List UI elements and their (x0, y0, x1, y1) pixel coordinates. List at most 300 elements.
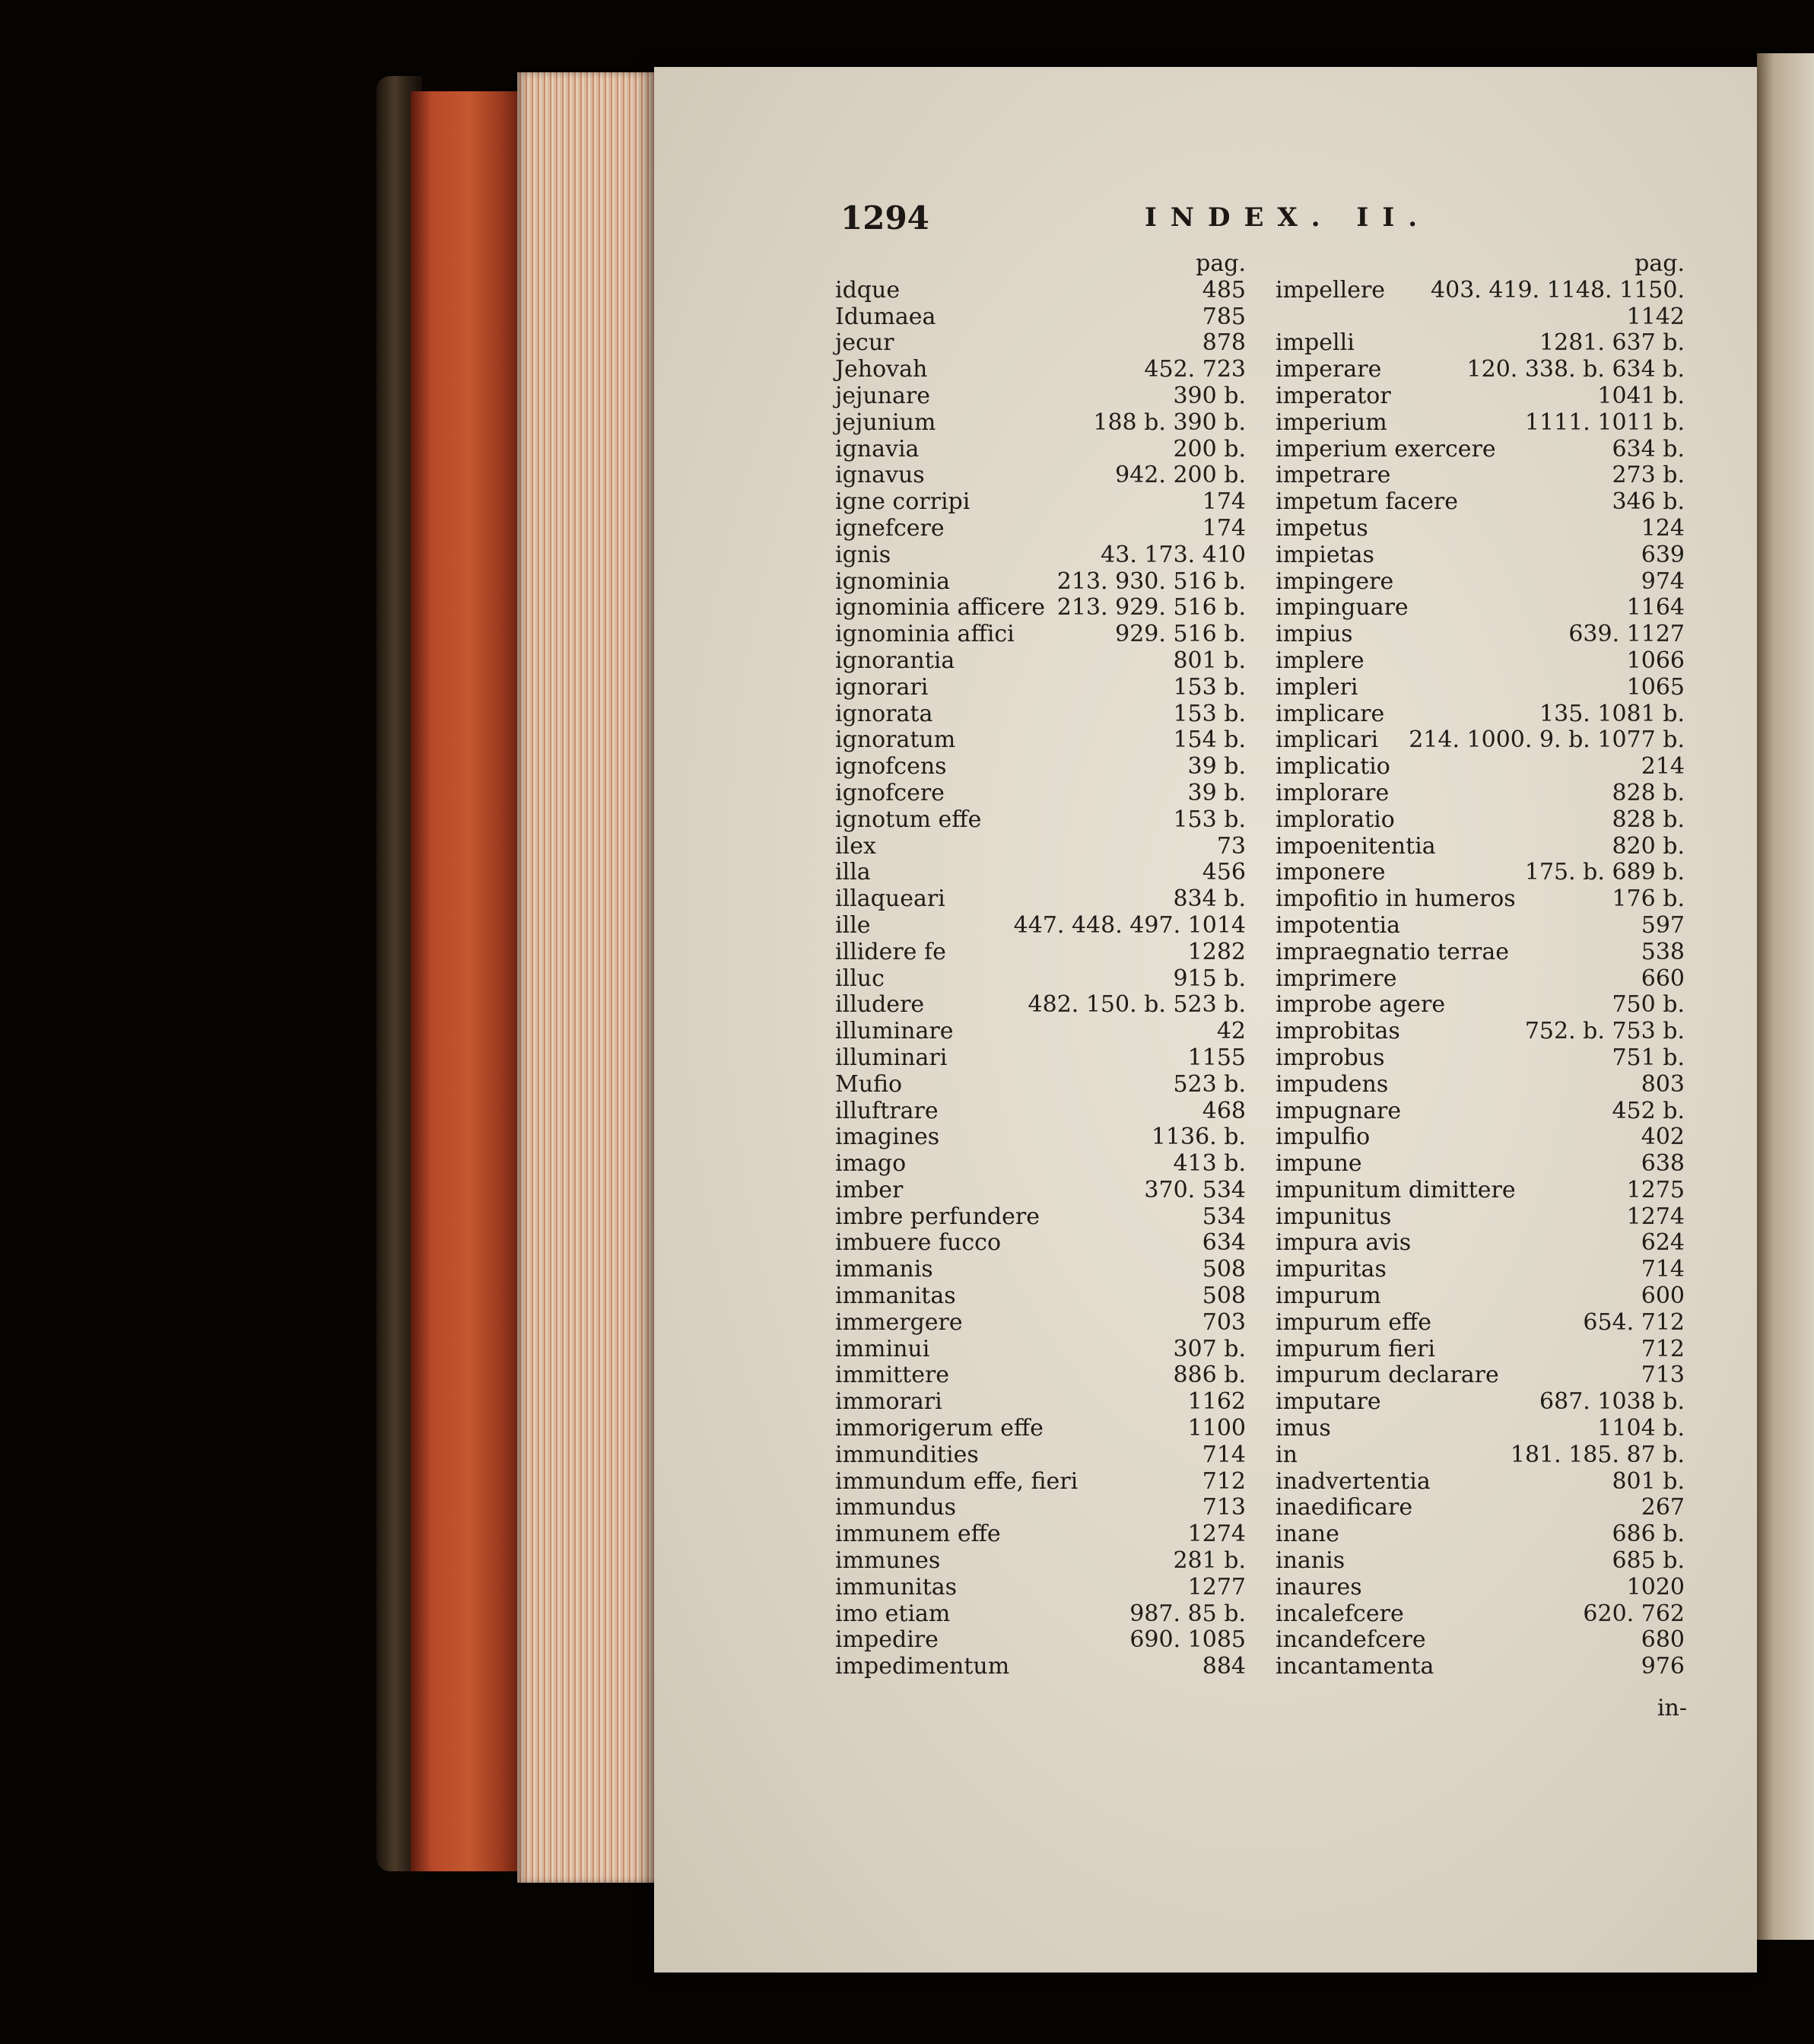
index-entry (835, 489, 1246, 516)
index-entry (835, 1098, 1246, 1125)
entry-term: imus (1276, 1415, 1331, 1442)
entry-pages: 834 b. (1173, 885, 1246, 913)
entry-term: impurum (1276, 1283, 1381, 1310)
index-entry (1276, 648, 1685, 675)
entry-term: improbitas (1276, 1018, 1400, 1045)
index-entry (835, 1310, 1246, 1337)
entry-pages: 1136. b. (1151, 1124, 1246, 1151)
entry-pages: 452 b. (1612, 1097, 1685, 1124)
entry-pages: 713 (1202, 1494, 1246, 1521)
index-column-left (835, 251, 1246, 1680)
entry-term: ignis (835, 541, 891, 568)
entry-term: impurum fieri (1276, 1335, 1435, 1362)
entry-term: impulfio (1276, 1124, 1371, 1151)
index-entry (1276, 1310, 1685, 1337)
index-entry (1276, 675, 1685, 701)
entry-pages: 508 (1202, 1283, 1246, 1310)
entry-pages: 124 (1641, 514, 1685, 542)
entry-term: impleri (1276, 673, 1358, 701)
entry-pages: 690. 1085 (1129, 1626, 1246, 1654)
entry-pages: 346 b. (1612, 488, 1685, 516)
index-entry (835, 1151, 1246, 1178)
index-entry (835, 886, 1246, 913)
index-entry (835, 807, 1246, 834)
index-entry (835, 1575, 1246, 1601)
entry-term: impelli (1276, 329, 1355, 357)
entry-pages: 1104 b. (1597, 1415, 1685, 1442)
index-entry (1276, 542, 1685, 569)
index-entry (1276, 304, 1685, 331)
index-entry (1276, 1230, 1685, 1257)
index-entry (835, 410, 1246, 437)
index-column-right (1276, 251, 1685, 1680)
entry-pages: 915 b. (1173, 965, 1246, 992)
entry-pages: 1282 (1187, 938, 1246, 965)
index-entry (1276, 595, 1685, 621)
entry-pages: 801 b. (1173, 647, 1246, 674)
entry-term: implorare (1276, 779, 1390, 806)
index-entry (835, 701, 1246, 728)
index-entry (1276, 1416, 1685, 1442)
index-entry (835, 542, 1246, 569)
entry-term: imminui (835, 1335, 930, 1362)
entry-term: immunitas (835, 1573, 958, 1601)
index-entry (835, 278, 1246, 304)
index-entry (835, 1548, 1246, 1575)
entry-term: illuminari (835, 1044, 948, 1071)
entry-term: ignotum effe (835, 806, 982, 833)
entry-term: ignofcere (835, 779, 945, 806)
page-title: INDEX. II. (1145, 202, 1431, 233)
index-entry (835, 1654, 1246, 1680)
index-entry (1276, 1204, 1685, 1231)
page-number: 1294 (840, 199, 929, 237)
entry-pages: 213. 929. 516 b. (1056, 594, 1246, 621)
entry-term: impraegnatio terrae (1276, 938, 1510, 965)
index-entry (1276, 807, 1685, 834)
index-entry (835, 437, 1246, 463)
entry-term: implere (1276, 647, 1364, 674)
entry-pages: 1100 (1187, 1415, 1246, 1442)
index-entry (1276, 780, 1685, 807)
entry-term: impofitio in humeros (1276, 885, 1516, 913)
index-entry (835, 780, 1246, 807)
entry-term: impuritas (1276, 1256, 1387, 1283)
index-entry (1276, 1495, 1685, 1521)
entry-term: ignominia (835, 567, 951, 595)
entry-pages: 43. 173. 410 (1101, 541, 1246, 568)
index-entry (1276, 754, 1685, 780)
entry-term: imagines (835, 1124, 940, 1151)
index-entry (835, 383, 1246, 410)
running-header (840, 199, 1685, 245)
index-entry (835, 1362, 1246, 1389)
entry-term: illidere fe (835, 938, 946, 965)
index-entry (835, 1230, 1246, 1257)
entry-pages: 482. 150. b. 523 b. (1028, 991, 1246, 1019)
entry-term: ignorari (835, 673, 929, 701)
entry-pages: 638 (1641, 1150, 1685, 1178)
index-entry (1276, 1627, 1685, 1654)
page-stack-edge (517, 72, 662, 1883)
catchword: in- (1657, 1695, 1687, 1721)
pag-label: pag. (1196, 250, 1246, 277)
entry-pages: 214. 1000. 9. b. 1077 b. (1409, 726, 1685, 754)
entry-pages: 73 (1216, 832, 1246, 860)
entry-pages: 654. 712 (1583, 1308, 1685, 1336)
index-entry (1276, 834, 1685, 860)
entry-pages: 1281. 637 b. (1539, 329, 1685, 357)
index-entry (1276, 1151, 1685, 1178)
index-entry (1276, 1337, 1685, 1363)
index-entry (835, 1442, 1246, 1469)
index-entry (835, 834, 1246, 860)
index-entry (1276, 357, 1685, 383)
entry-pages: 485 (1202, 276, 1246, 304)
entry-term: impudens (1276, 1070, 1389, 1098)
entry-term: impetum facere (1276, 488, 1458, 516)
entry-term: imperator (1276, 382, 1391, 409)
entry-term: impune (1276, 1150, 1362, 1178)
entry-term: imputare (1276, 1388, 1381, 1416)
entry-pages: 281 b. (1173, 1547, 1246, 1575)
entry-pages: 213. 930. 516 b. (1056, 567, 1246, 595)
entry-term: illudere (835, 991, 925, 1019)
entry-term: impura avis (1276, 1229, 1412, 1257)
entry-pages: 390 b. (1173, 382, 1246, 409)
entry-pages: 987. 85 b. (1129, 1600, 1246, 1627)
entry-term: inaures (1276, 1573, 1362, 1601)
entry-term: ilex (835, 832, 876, 860)
entry-term: igne corripi (835, 488, 971, 516)
entry-term: impotentia (1276, 911, 1400, 939)
entry-pages: 181. 185. 87 b. (1510, 1441, 1685, 1468)
entry-pages: 974 (1641, 567, 1685, 595)
entry-term: incantamenta (1276, 1653, 1434, 1680)
entry-term: immundus (835, 1494, 957, 1521)
entry-pages: 1065 (1626, 673, 1685, 701)
entry-pages: 801 b. (1612, 1467, 1685, 1495)
entry-pages: 620. 762 (1583, 1600, 1685, 1627)
entry-pages: 624 (1641, 1229, 1685, 1257)
entry-pages: 884 (1202, 1653, 1246, 1680)
column-heading (1276, 251, 1685, 278)
entry-pages: 523 b. (1173, 1070, 1246, 1098)
entry-term: ignefcere (835, 514, 945, 542)
entry-term: imperium exercere (1276, 435, 1496, 463)
entry-term: improbus (1276, 1044, 1385, 1071)
entry-pages: 634 b. (1612, 435, 1685, 463)
entry-pages: 200 b. (1173, 435, 1246, 463)
entry-pages: 712 (1202, 1467, 1246, 1495)
index-entry (835, 595, 1246, 621)
entry-pages: 803 (1641, 1070, 1685, 1098)
index-entry (1276, 1469, 1685, 1496)
index-entry (1276, 939, 1685, 966)
index-entry (1276, 727, 1685, 754)
column-heading (835, 251, 1246, 278)
entry-pages: 456 (1202, 859, 1246, 886)
index-entry (835, 569, 1246, 596)
entry-term: imponere (1276, 859, 1386, 886)
index-entry (1276, 913, 1685, 939)
entry-term: impius (1276, 621, 1353, 648)
entry-term: immanis (835, 1256, 933, 1283)
entry-term: jejunium (835, 408, 936, 436)
entry-pages: 153 b. (1173, 700, 1246, 727)
entry-pages: 153 b. (1173, 673, 1246, 701)
entry-term: inaedificare (1276, 1494, 1413, 1521)
index-entry (835, 1469, 1246, 1496)
entry-pages: 886 b. (1173, 1362, 1246, 1389)
index-entry (1276, 1389, 1685, 1416)
entry-pages: 714 (1202, 1441, 1246, 1468)
entry-term: illuminare (835, 1018, 954, 1045)
entry-pages: 403. 419. 1148. 1150. (1431, 276, 1685, 304)
entry-pages: 153 b. (1173, 806, 1246, 833)
index-entry (835, 754, 1246, 780)
index-entry (835, 1389, 1246, 1416)
entry-pages: 402 (1641, 1124, 1685, 1151)
entry-pages: 600 (1641, 1283, 1685, 1310)
index-entry (1276, 621, 1685, 648)
entry-pages: 135. 1081 b. (1539, 700, 1685, 727)
entry-term: imperare (1276, 356, 1382, 383)
entry-pages: 660 (1641, 965, 1685, 992)
entry-pages: 942. 200 b. (1115, 462, 1246, 489)
entry-pages: 1275 (1626, 1176, 1685, 1203)
entry-term: impellere (1276, 276, 1386, 304)
entry-term: illuc (835, 965, 885, 992)
entry-term: ignominia afficere (835, 594, 1046, 621)
index-entry (1276, 860, 1685, 886)
facing-page-edge (1757, 53, 1814, 1940)
entry-pages: 976 (1641, 1653, 1685, 1680)
entry-term: immittere (835, 1362, 950, 1389)
entry-term: implicatio (1276, 753, 1390, 780)
entry-pages: 1162 (1187, 1388, 1246, 1416)
index-entry (835, 1019, 1246, 1045)
index-entry (835, 1521, 1246, 1548)
entry-pages: 188 b. 390 b. (1093, 408, 1246, 436)
entry-pages: 820 b. (1612, 832, 1685, 860)
entry-term: ignavus (835, 462, 925, 489)
entry-term: implicare (1276, 700, 1385, 727)
index-entry (835, 1072, 1246, 1098)
entry-term: imprimere (1276, 965, 1397, 992)
entry-pages: 1164 (1626, 594, 1685, 621)
index-entry (835, 727, 1246, 754)
entry-pages: 452. 723 (1144, 356, 1246, 383)
entry-term: ignorantia (835, 647, 955, 674)
entry-term: illaqueari (835, 885, 945, 913)
entry-pages: 1277 (1187, 1573, 1246, 1601)
entry-pages: 752. b. 753 b. (1524, 1018, 1685, 1045)
entry-term: immunem effe (835, 1521, 1001, 1548)
entry-term: idque (835, 276, 901, 304)
index-entry (1276, 1362, 1685, 1389)
entry-term: imperium (1276, 408, 1387, 436)
entry-pages: 534 (1202, 1203, 1246, 1230)
entry-pages: 687. 1038 b. (1539, 1388, 1685, 1416)
index-entry (835, 1178, 1246, 1204)
entry-pages: 39 b. (1187, 779, 1246, 806)
entry-term: ignorata (835, 700, 933, 727)
entry-term: illa (835, 859, 871, 886)
entry-pages: 307 b. (1173, 1335, 1246, 1362)
index-entry (835, 330, 1246, 357)
index-entry (835, 648, 1246, 675)
entry-term: imbre perfundere (835, 1203, 1040, 1230)
entry-term: in (1276, 1441, 1298, 1468)
index-entry (1276, 437, 1685, 463)
entry-pages: 508 (1202, 1256, 1246, 1283)
entry-pages: 1274 (1626, 1203, 1685, 1230)
entry-term: Idumaea (835, 303, 936, 330)
entry-pages: 750 b. (1612, 991, 1685, 1019)
entry-term: inanis (1276, 1547, 1345, 1575)
index-entry (1276, 1442, 1685, 1469)
index-entry (1276, 516, 1685, 542)
entry-pages: 176 b. (1612, 885, 1685, 913)
index-entry (835, 1283, 1246, 1310)
entry-term: imo etiam (835, 1600, 951, 1627)
entry-pages: 634 (1202, 1229, 1246, 1257)
entry-term: immanitas (835, 1283, 956, 1310)
entry-pages: 175. b. 689 b. (1524, 859, 1685, 886)
index-entry (1276, 383, 1685, 410)
entry-pages: 370. 534 (1144, 1176, 1246, 1203)
entry-term: impedimentum (835, 1653, 1010, 1680)
entry-pages: 703 (1202, 1308, 1246, 1336)
entry-term: immundities (835, 1441, 979, 1468)
entry-term: impoenitentia (1276, 832, 1436, 860)
entry-pages: 1066 (1626, 647, 1685, 674)
index-entry (1276, 1072, 1685, 1098)
index-entry (1276, 330, 1685, 357)
index-entry (835, 992, 1246, 1019)
entry-term: imber (835, 1176, 904, 1203)
entry-pages: 1041 b. (1597, 382, 1685, 409)
entry-pages: 447. 448. 497. 1014 (1013, 911, 1246, 939)
entry-term: impurum declarare (1276, 1362, 1499, 1389)
index-entry (1276, 1283, 1685, 1310)
entry-term: ille (835, 911, 871, 939)
index-entry (1276, 966, 1685, 993)
index-entry (1276, 410, 1685, 437)
index-entry (835, 966, 1246, 993)
index-entry (835, 463, 1246, 489)
entry-term: immundum effe, fieri (835, 1467, 1079, 1495)
entry-pages: 42 (1216, 1018, 1246, 1045)
index-entry (1276, 1257, 1685, 1283)
red-page-edge (411, 91, 517, 1871)
entry-pages: 39 b. (1187, 753, 1246, 780)
entry-term: inane (1276, 1521, 1339, 1548)
entry-pages: 174 (1202, 514, 1246, 542)
entry-term: ignofcens (835, 753, 947, 780)
entry-pages: 538 (1641, 938, 1685, 965)
index-entry (835, 1337, 1246, 1363)
entry-term: impingere (1276, 567, 1394, 595)
entry-term: impedire (835, 1626, 939, 1654)
index-entry (835, 621, 1246, 648)
index-entry (1276, 1045, 1685, 1072)
entry-term: immorari (835, 1388, 942, 1416)
entry-pages: 828 b. (1612, 806, 1685, 833)
entry-pages: 1155 (1187, 1044, 1246, 1071)
entry-term: jejunare (835, 382, 930, 409)
entry-pages: 878 (1202, 329, 1246, 357)
entry-pages: 154 b. (1173, 726, 1246, 754)
entry-term: Mufio (835, 1070, 903, 1098)
index-entry (835, 675, 1246, 701)
index-entry (835, 1124, 1246, 1151)
entry-term: impetrare (1276, 462, 1391, 489)
index-entry (1276, 1521, 1685, 1548)
entry-term: incandefcere (1276, 1626, 1426, 1654)
index-entry (1276, 1124, 1685, 1151)
index-entry (1276, 886, 1685, 913)
index-entry (1276, 489, 1685, 516)
entry-pages: 639 (1641, 541, 1685, 568)
entry-pages: 1274 (1187, 1521, 1246, 1548)
entry-pages: 714 (1641, 1256, 1685, 1283)
entry-pages: 713 (1641, 1362, 1685, 1389)
index-entry (835, 939, 1246, 966)
entry-pages: 828 b. (1612, 779, 1685, 806)
entry-pages: 273 b. (1612, 462, 1685, 489)
index-entry (1276, 1601, 1685, 1628)
entry-term: impietas (1276, 541, 1374, 568)
entry-pages: 597 (1641, 911, 1685, 939)
index-entry (835, 1204, 1246, 1231)
entry-term: immorigerum effe (835, 1415, 1044, 1442)
index-entry (835, 304, 1246, 331)
index-entry (1276, 1098, 1685, 1125)
entry-term: impugnare (1276, 1097, 1402, 1124)
entry-term: Jehovah (835, 356, 928, 383)
index-entry (1276, 278, 1685, 304)
pag-label: pag. (1635, 250, 1685, 277)
entry-term: impinguare (1276, 594, 1409, 621)
index-entry (1276, 1575, 1685, 1601)
entry-term: impunitum dimittere (1276, 1176, 1516, 1203)
index-entry (835, 1416, 1246, 1442)
index-entry (1276, 1654, 1685, 1680)
entry-pages: 639. 1127 (1568, 621, 1685, 648)
entry-pages: 1111. 1011 b. (1524, 408, 1685, 436)
entry-pages: 685 b. (1612, 1547, 1685, 1575)
entry-term: impunitus (1276, 1203, 1392, 1230)
index-entry (1276, 1178, 1685, 1204)
index-entry (835, 1601, 1246, 1628)
index-entry (1276, 569, 1685, 596)
entry-term: ignavia (835, 435, 920, 463)
entry-pages: 751 b. (1612, 1044, 1685, 1071)
entry-term: implicari (1276, 726, 1379, 754)
entry-pages: 214 (1641, 753, 1685, 780)
entry-pages: 712 (1641, 1335, 1685, 1362)
entry-term: illuftrare (835, 1097, 939, 1124)
index-entry (835, 516, 1246, 542)
entry-term: ignoratum (835, 726, 956, 754)
entry-term: imago (835, 1150, 907, 1178)
index-entry (1276, 992, 1685, 1019)
entry-term: incalefcere (1276, 1600, 1404, 1627)
entry-pages: 785 (1202, 303, 1246, 330)
entry-pages: 1142 (1626, 303, 1685, 330)
